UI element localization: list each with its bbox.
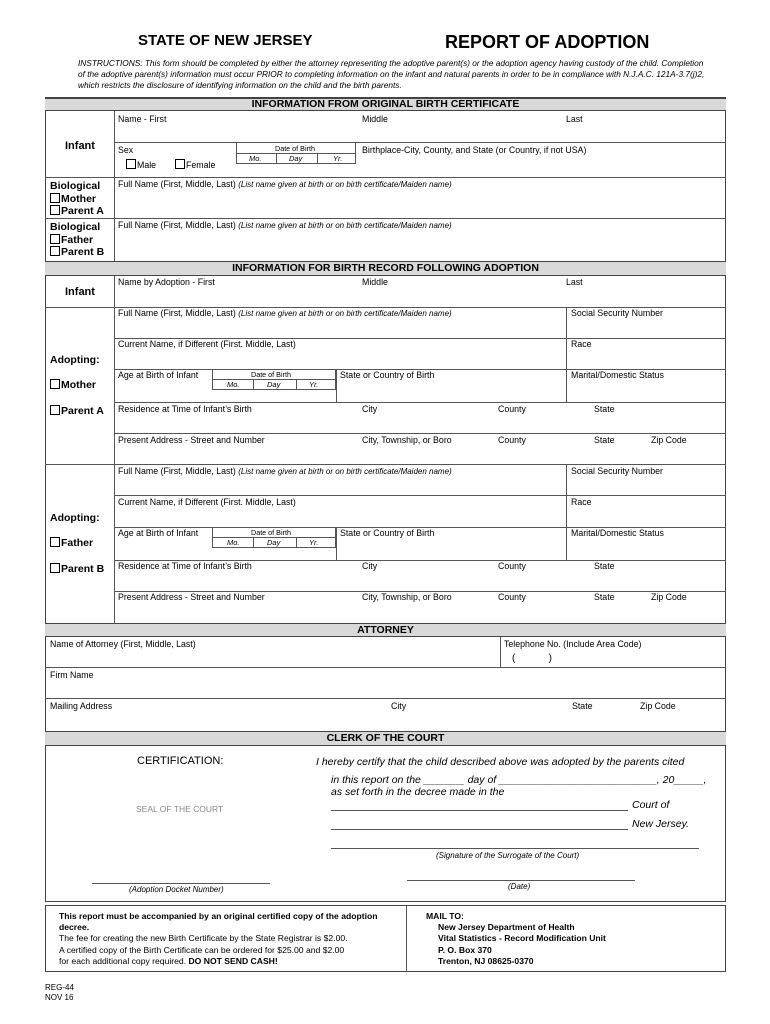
sex-label: Sex [118,145,134,155]
parent-b-age-field[interactable]: Age at Birth of Infant [118,528,199,538]
full-name-label: Full Name (First, Middle, Last) [118,179,236,189]
parent-b-label: Parent B [61,563,105,575]
parent-b-address-field[interactable]: Present Address - Street and Number [118,592,265,602]
checkbox-box [50,193,60,203]
certify-line-3: as set forth in the decree made in the [331,786,505,798]
full-name-label: Full Name (First, Middle, Last) [118,466,236,476]
signature-label: (Signature of the Surrogate of the Court) [436,851,580,860]
parent-b-marital-field[interactable]: Marital/Domestic Status [571,528,664,538]
birthplace-field[interactable]: Birthplace-City, County, and State (or Country, if not USA) [362,145,587,155]
divider [406,905,407,972]
parent-b-zip-field[interactable]: Zip Code [651,592,687,602]
mail-to-label: MAIL TO: [426,911,464,921]
mailing-address-field[interactable]: Mailing Address [50,701,113,711]
checkbox-box [50,234,60,244]
adoption-infant-label: Infant [65,286,95,298]
mail-line-2: Vital Statistics - Record Modification Unit [438,933,606,944]
divider [114,402,726,403]
docket-label: (Adoption Docket Number) [129,885,224,894]
divider [114,276,115,623]
certify-line-1: I hereby certify that the child described above was adopted by the parents cited [316,756,685,768]
male-label: Male [137,160,157,170]
checkbox-box [50,205,60,215]
female-label: Female [186,160,216,170]
dob-month: Mo. [227,538,240,547]
divider [296,537,297,548]
fee-line-3 [59,956,389,967]
adopting-parent-a-checkbox[interactable] [50,405,104,417]
fee-line-2: A certified copy of the Birth Certificate can be ordered for $25.00 and $2.00 [59,944,345,955]
infant-middle-name-field[interactable]: Middle [362,114,388,124]
adopting-mother-checkbox[interactable] [50,379,96,391]
parent-b-res-city-field[interactable]: City [362,561,378,571]
certify-line-2[interactable]: in this report on the _______ day of ___________________________, 20_____, [331,774,707,786]
father-label: Father [61,233,94,246]
parent-b-race-field[interactable]: Race [571,497,592,507]
infant-first-name-field[interactable]: Name - First [118,114,167,124]
fee-line-1: The fee for creating the new Birth Certificate by the State Registrar is $2.00. [59,933,348,944]
biological-label: Biological [50,180,101,192]
full-name-note: (List name given at birth or on birth certificate/Maiden name) [238,467,452,476]
divider [336,527,337,560]
divider [114,433,726,434]
phone-area-code: ( ) [512,653,552,664]
checkbox-box [50,405,60,415]
section-birth-certificate-header: INFORMATION FROM ORIGINAL BIRTH CERTIFICATE [45,98,726,111]
dob-year: Yr. [333,154,343,163]
dob-month: Mo. [249,154,262,163]
county-line[interactable] [331,829,628,830]
adoption-first-name-field[interactable]: Name by Adoption - First [118,277,215,287]
date-line[interactable] [407,880,635,881]
adopting-label-a: Adopting: [50,354,100,366]
divider [276,153,277,164]
biological-mother-group [50,180,104,218]
mother-label: Mother [61,379,96,391]
checkbox-box [175,159,185,169]
form-date: NOV 16 [45,993,74,1002]
mail-line-3: P. O. Box 370 [438,944,492,955]
full-name-note: (List name given at birth or on birth certificate/Maiden name) [238,180,452,189]
mother-label: Mother [61,192,96,205]
parent-a-addr-state-field[interactable]: State [594,435,615,445]
parent-a-res-state-field[interactable]: State [594,404,615,414]
infant-last-name-field[interactable]: Last [566,114,583,124]
father-label: Father [61,537,94,549]
dob-month: Mo. [227,380,240,389]
checkbox-box [50,246,60,256]
divider [114,142,726,143]
divider [500,637,501,667]
mail-to-block [426,911,606,967]
parent-b-addr-state-field[interactable]: State [594,592,615,602]
parent-a-zip-field[interactable]: Zip Code [651,435,687,445]
parent-a-label: Parent A [61,405,104,417]
adoption-middle-name-field[interactable]: Middle [362,277,388,287]
parent-a-checkbox[interactable] [50,205,104,218]
parent-b-res-county-field[interactable]: County [498,561,526,571]
parent-b-residence-field[interactable]: Residence at Time of Infant’s Birth [118,561,252,571]
full-name-note: (List name given at birth or on birth certificate/Maiden name) [238,309,452,318]
attorney-state-field[interactable]: State [572,701,593,711]
dob-day: Day [289,154,303,163]
adopting-parent-b-checkbox[interactable] [50,563,104,575]
divider [45,177,726,178]
dob-label: Date of Birth [251,528,291,537]
new-jersey-label: New Jersey. [632,818,689,830]
parent-b-current-name-field[interactable]: Current Name, if Different (First. Middle, Last) [118,497,296,507]
checkbox-box [126,159,136,169]
divider [566,369,567,402]
parent-a-residence-field[interactable]: Residence at Time of Infant’s Birth [118,404,252,414]
divider [45,667,726,668]
divider [253,537,254,548]
firm-name-field[interactable]: Firm Name [50,670,94,680]
section-adoption-header: INFORMATION FOR BIRTH RECORD FOLLOWING ADOPTION [45,261,726,276]
dob-label: Date of Birth [251,370,291,379]
parent-a-addr-city-field[interactable]: City, Township, or Boro [362,435,452,445]
dob-label: Date of Birth [275,144,315,153]
parent-a-birth-state-field[interactable]: State or Country of Birth [340,370,435,380]
state-heading: STATE OF NEW JERSEY [138,32,313,49]
parent-b-ssn-field[interactable]: Social Security Number [571,466,663,476]
instructions-text: INSTRUCTIONS: This form should be completed by either the attorney representing the adoptive parent(s) or the adoption agency having custody of the child. Completion of the adoptive parent(s) information must occur PRIOR to completing information on the infant and natural parents in order to be in compliance with N.J.A.C. 121A-3.7(j)2, which restricts the disclosure of identifying information on the child and the birth parents. [78,58,705,90]
male-checkbox[interactable] [126,159,156,170]
dob-day: Day [267,538,281,547]
court-of-line[interactable] [331,810,628,811]
mail-line-4: Trenton, NJ 08625-0370 [438,955,534,966]
mail-line-1: New Jersey Department of Health [438,922,575,933]
attorney-phone-field[interactable]: Telephone No. (Include Area Code) [504,639,642,649]
checkbox-box [50,563,60,573]
parent-a-full-name-field[interactable] [118,308,452,318]
parent-a-label: Parent A [61,205,104,217]
divider [114,111,115,261]
parent-a-ssn-field[interactable]: Social Security Number [571,308,663,318]
infant-label: Infant [65,140,95,152]
divider [45,218,726,219]
dob-year: Yr. [309,538,319,547]
full-name-note: (List name given at birth or on birth certificate/Maiden name) [238,221,452,230]
biological-label: Biological [50,221,101,233]
divider [296,379,297,390]
parent-b-addr-city-field[interactable]: City, Township, or Boro [362,592,452,602]
section-clerk-header: CLERK OF THE COURT [45,731,726,746]
parent-b-label: Parent B [61,246,105,258]
full-name-label: Full Name (First, Middle, Last) [118,308,236,318]
divider [45,698,726,699]
parent-b-full-name-field[interactable] [118,466,452,476]
bio-parent-b-name-field[interactable] [118,220,452,230]
parent-b-birth-state-field[interactable]: State or Country of Birth [340,528,435,538]
checkbox-box [50,379,60,389]
biological-father-group [50,221,104,259]
court-of-label: Court of [632,799,670,811]
divider [336,369,337,402]
parent-a-marital-field[interactable]: Marital/Domestic Status [571,370,664,380]
parent-a-addr-county-field[interactable]: County [498,435,526,445]
no-cash-warning: DO NOT SEND CASH! [188,955,278,966]
date-label: (Date) [508,882,531,891]
divider [114,495,726,496]
divider [253,379,254,390]
section-attorney-header: ATTORNEY [45,623,726,637]
parent-a-age-field[interactable]: Age at Birth of Infant [118,370,199,380]
fee-note [59,911,389,967]
parent-b-checkbox[interactable] [50,246,104,259]
adopting-label-b: Adopting: [50,512,100,524]
divider [317,153,318,164]
attorney-zip-field[interactable]: Zip Code [640,701,676,711]
parent-a-res-city-field[interactable]: City [362,404,378,414]
dob-day: Day [267,380,281,389]
checkbox-box [50,537,60,547]
seal-of-court: SEAL OF THE COURT [136,804,224,814]
attorney-name-field[interactable]: Name of Attorney (First, Middle, Last) [50,639,196,649]
full-name-label: Full Name (First, Middle, Last) [118,220,236,230]
certification-label: CERTIFICATION: [137,755,224,767]
decree-requirement: This report must be accompanied by an original certified copy of the adoption decree. [59,911,378,933]
adoption-last-name-field[interactable]: Last [566,277,583,287]
parent-a-race-field[interactable]: Race [571,339,592,349]
attorney-city-field[interactable]: City [391,701,407,711]
parent-a-res-county-field[interactable]: County [498,404,526,414]
form-title: REPORT OF ADOPTION [445,32,650,52]
signature-line[interactable] [331,848,699,849]
parent-a-current-name-field[interactable]: Current Name, if Different (First. Middle, Last) [118,339,296,349]
form-id-block [45,983,74,1003]
parent-b-res-state-field[interactable]: State [594,561,615,571]
form-id: REG-44 [45,983,74,992]
divider [566,527,567,560]
father-checkbox[interactable] [50,234,104,247]
dob-year: Yr. [309,380,319,389]
docket-line[interactable] [92,883,270,884]
female-checkbox[interactable] [175,159,215,170]
mother-checkbox[interactable] [50,193,104,206]
parent-a-address-field[interactable]: Present Address - Street and Number [118,435,265,445]
fee-line-3-text: for each additional copy required. [59,955,187,966]
adopting-father-checkbox[interactable] [50,537,93,549]
divider [45,464,726,465]
parent-b-addr-county-field[interactable]: County [498,592,526,602]
bio-parent-a-name-field[interactable] [118,179,452,189]
